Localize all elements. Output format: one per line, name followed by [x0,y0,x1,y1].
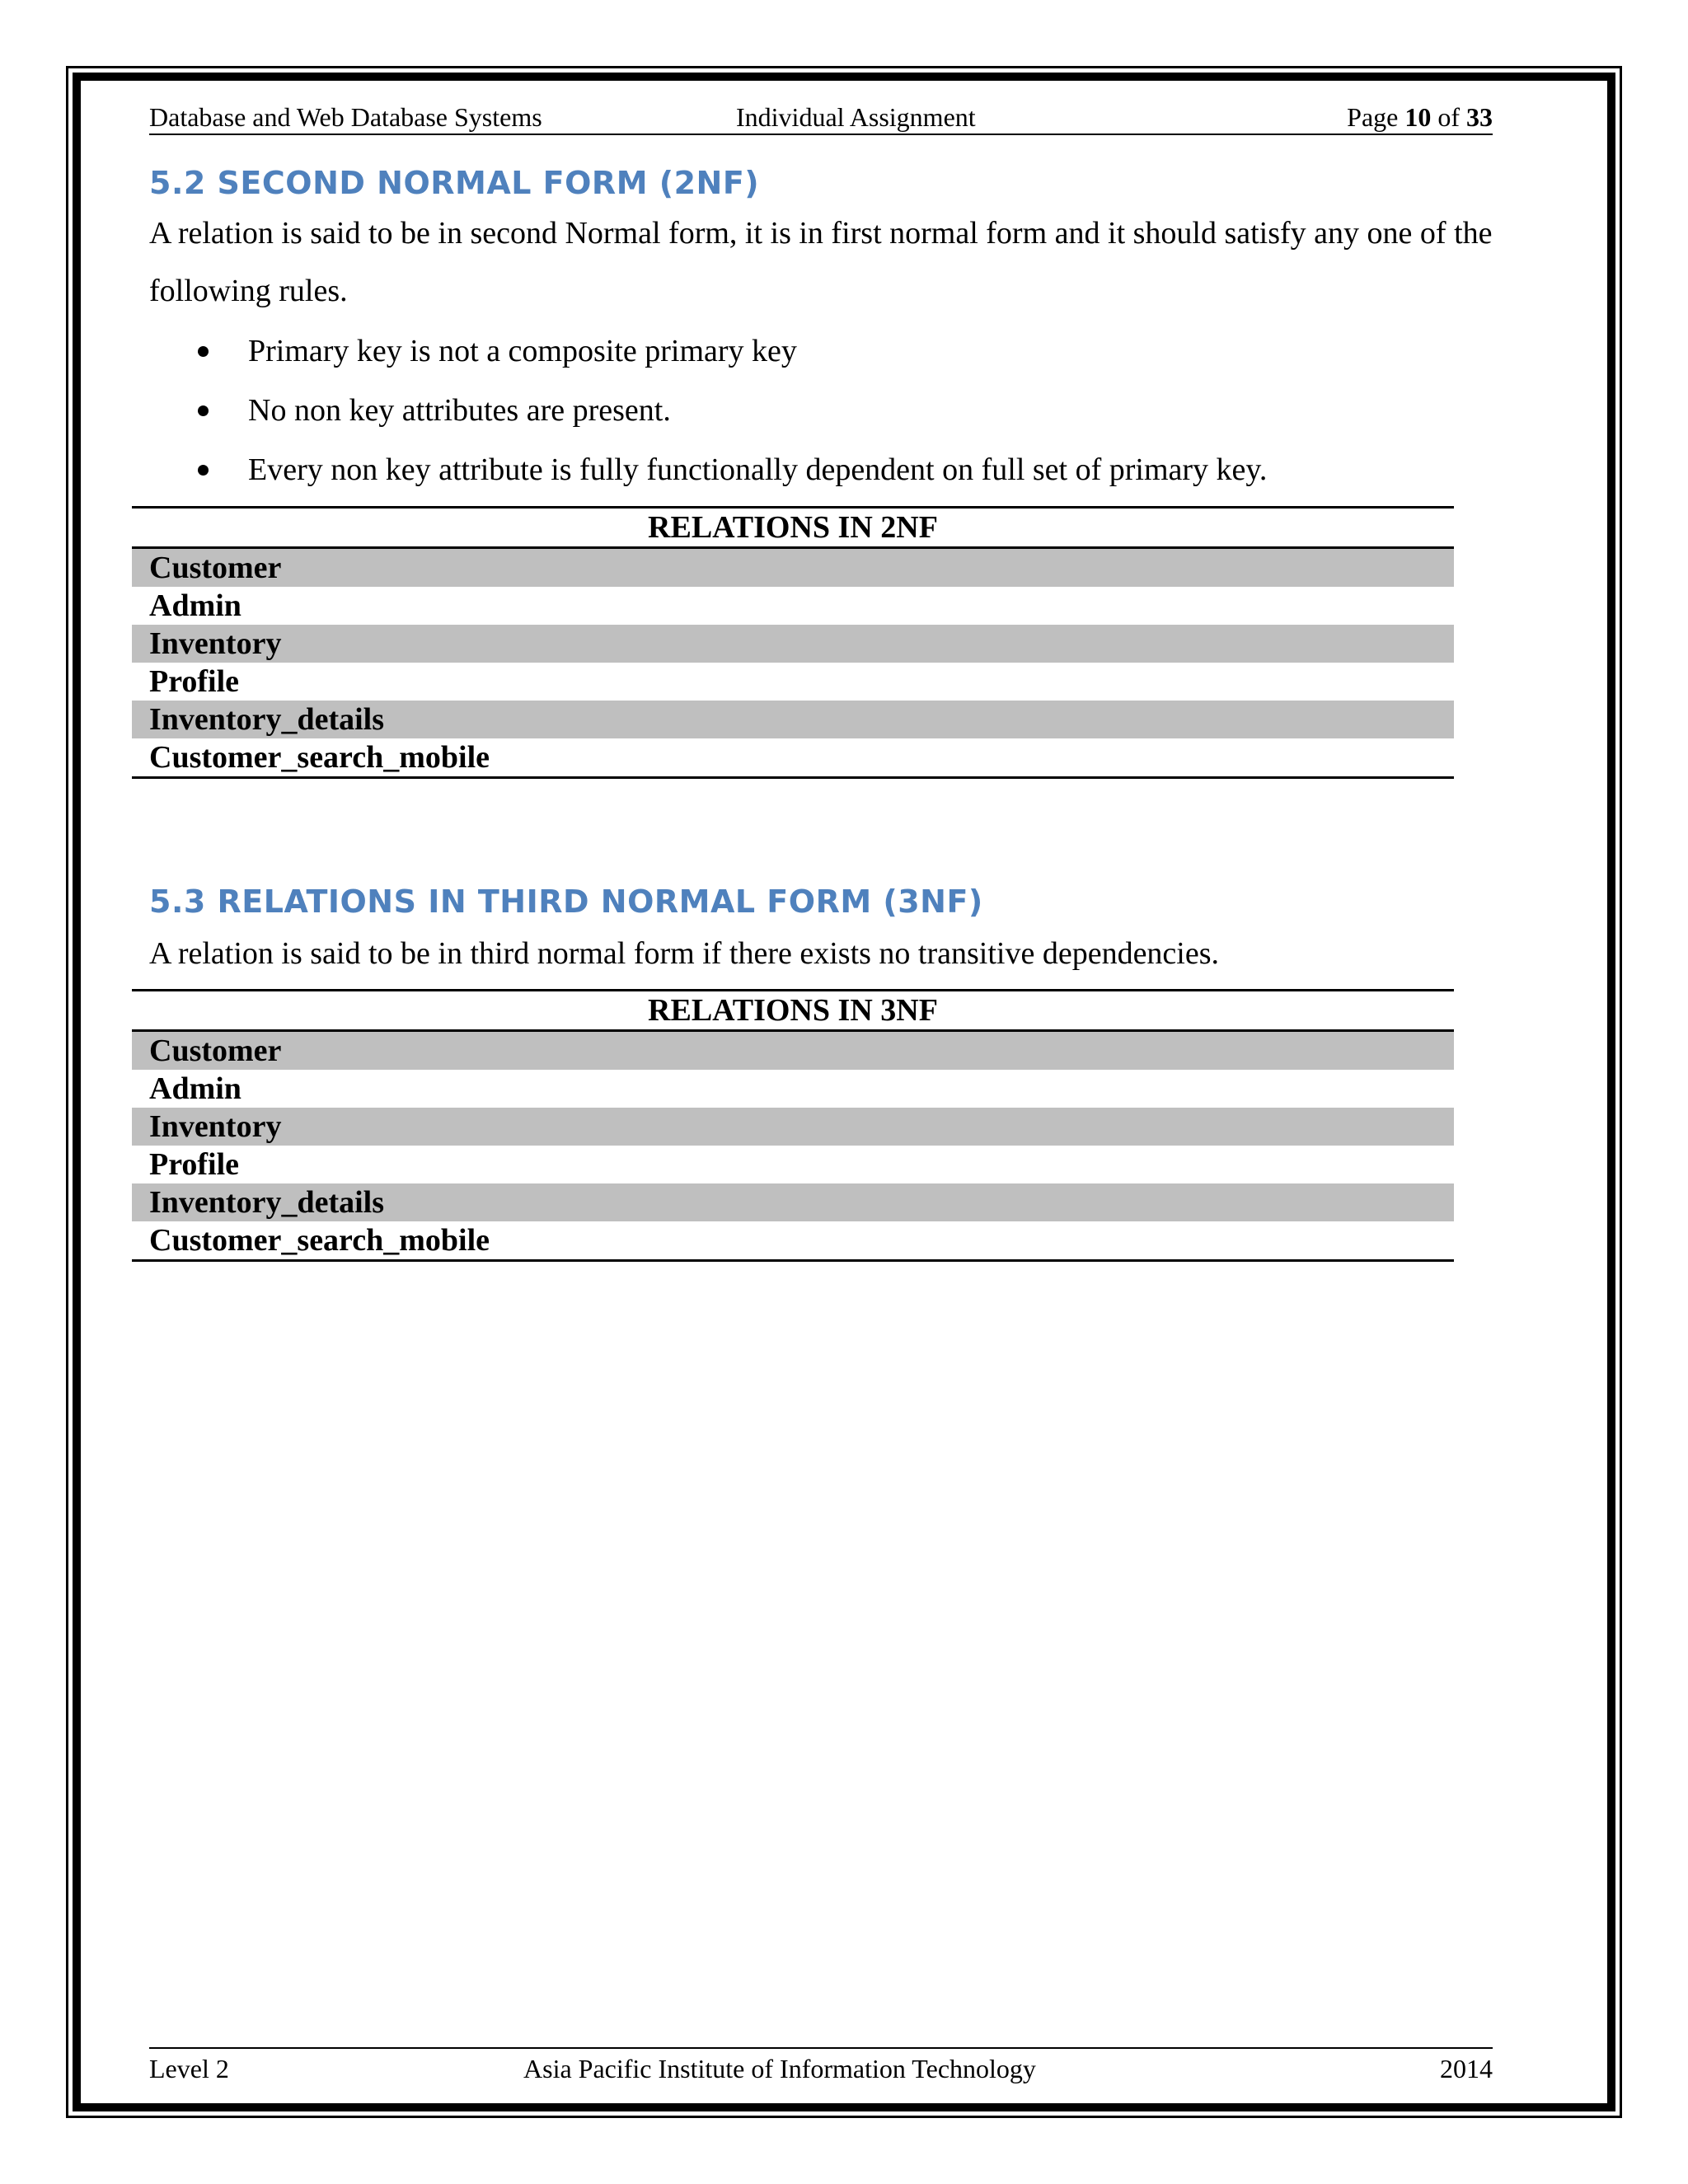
table-row: Inventory_details [132,1183,1454,1221]
bullet-icon [198,405,209,416]
table-caption: RELATIONS IN 3NF [132,991,1454,1032]
total-pages: 33 [1466,102,1493,132]
table-row: Customer [132,1032,1454,1070]
section-2nf-rules [198,321,1267,499]
table-row: Profile [149,1147,240,1182]
list-item: Every non key attribute is fully functionally dependent on full set of primary key. [198,440,1267,499]
section-3nf-intro: A relation is said to be in third normal form if there exists no transitive dependencies. [149,936,1220,971]
relations-3nf-table [132,989,1454,1262]
list-item: Primary key is not a composite primary key [198,321,1267,381]
table-row: Profile [149,664,240,699]
table-row: Admin [149,1071,241,1106]
footer-level: Level 2 [149,2054,229,2083]
bullet-icon [198,346,209,357]
footer-institute: Asia Pacific Institute of Information Technology [523,2054,1036,2083]
section-3nf-title: 5.3 RELATIONS IN THIRD NORMAL FORM (3NF) [149,883,983,920]
section-2nf-title: 5.2 SECOND NORMAL FORM (2NF) [149,165,760,201]
table-row: Customer [132,549,1454,587]
header-page-number: Page 10 of 33 [1347,102,1493,132]
list-item: No non key attributes are present. [198,381,1267,440]
bullet-icon [198,465,209,476]
section-2nf-intro: A relation is said to be in second Normal form, it is in first normal form and it should satisfy any one of the following rules. [149,216,1493,308]
page-footer [149,2047,1493,2088]
table-row: Customer_search_mobile [149,1223,490,1258]
table-row: Inventory_details [132,701,1454,738]
table-row: Admin [149,588,241,623]
table-caption: RELATIONS IN 2NF [132,509,1454,549]
header-assignment: Individual Assignment [736,102,976,132]
table-row: Customer_search_mobile [149,740,490,775]
table-row: Inventory [132,1108,1454,1146]
page-header [149,97,1493,135]
header-course: Database and Web Database Systems [149,102,542,132]
relations-2nf-table [132,506,1454,779]
footer-year: 2014 [1440,2054,1493,2083]
table-row: Inventory [132,625,1454,663]
current-page: 10 [1404,102,1432,132]
